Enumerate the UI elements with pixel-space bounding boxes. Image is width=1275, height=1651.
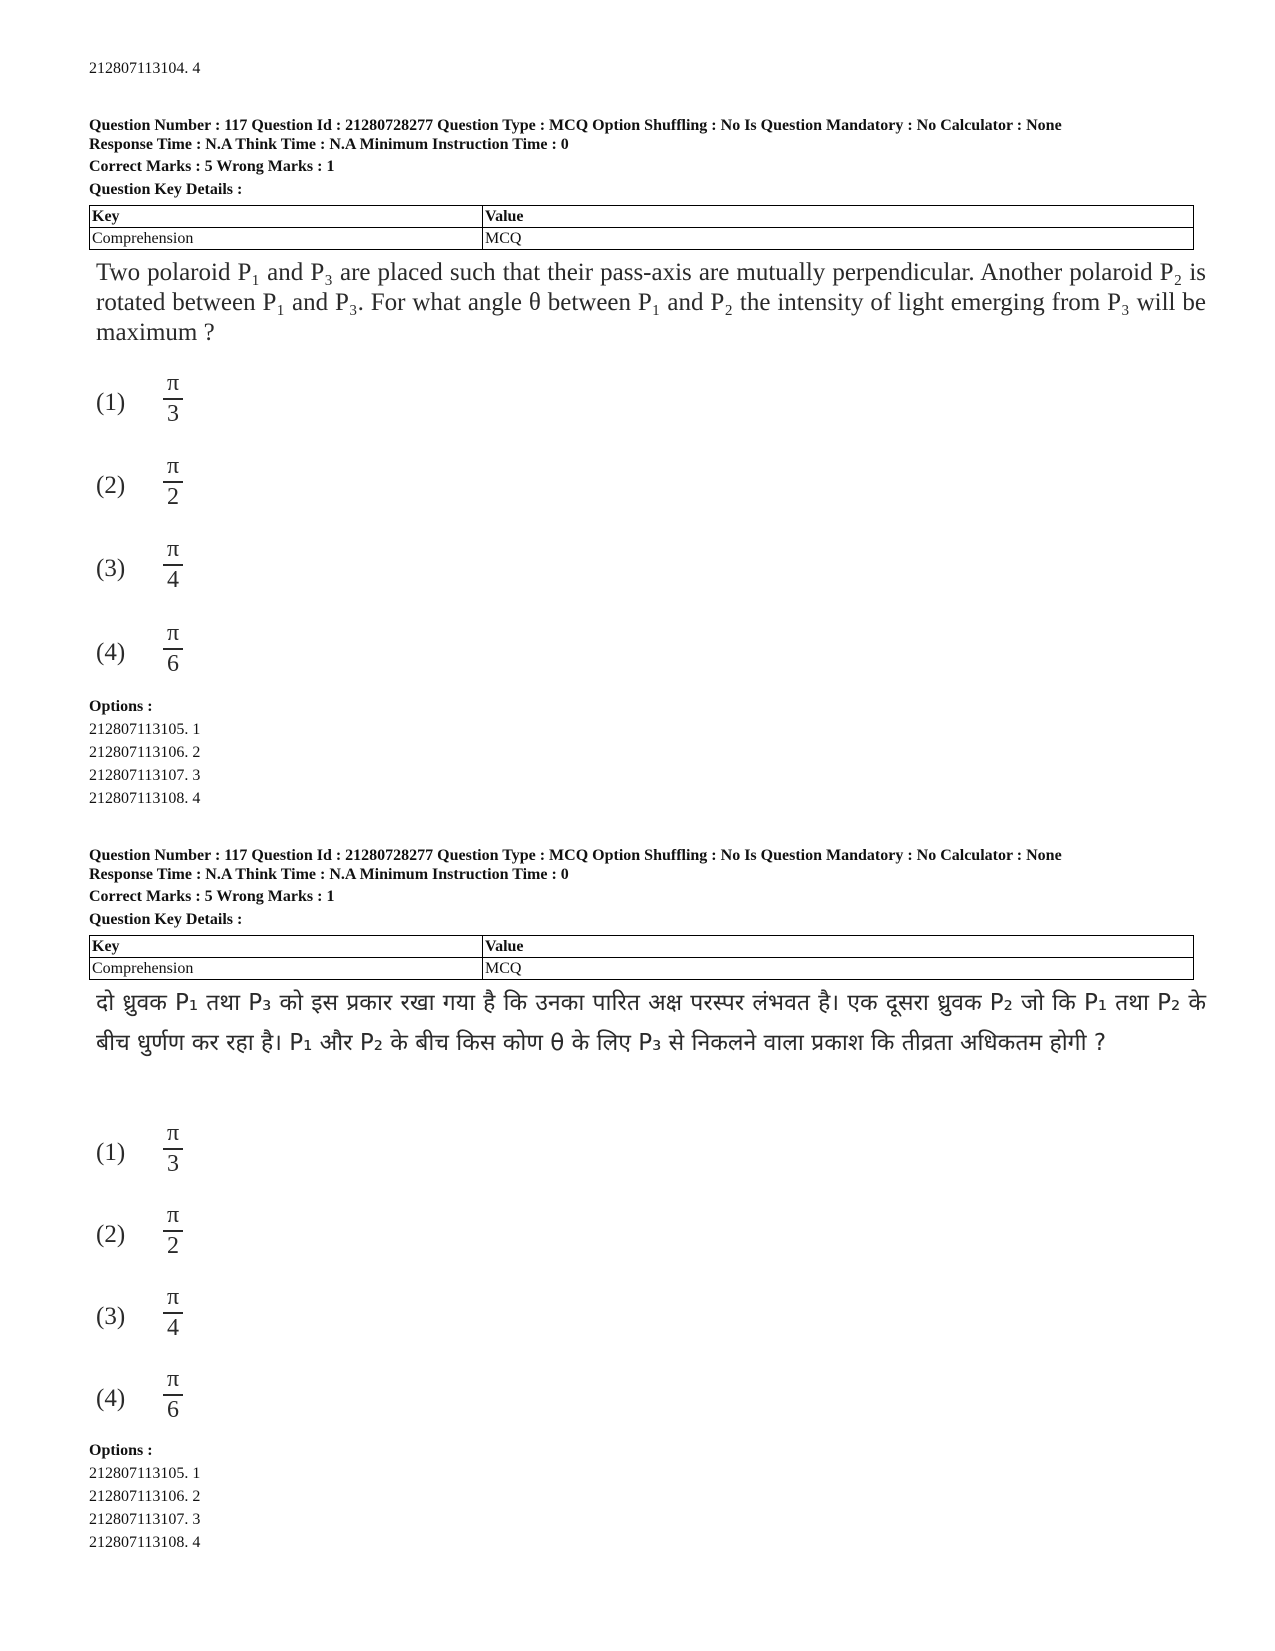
question-meta-line-2: Response Time : N.A Think Time : N.A Minimum Instruction Time : 0 (89, 136, 569, 153)
choice-fraction (161, 1367, 185, 1422)
fraction-bar (163, 1230, 183, 1232)
choice-number: (1) (96, 389, 126, 416)
question-meta-line-2: Response Time : N.A Think Time : N.A Minimum Instruction Time : 0 (89, 866, 569, 883)
question-meta-line-1: Question Number : 117 Question Id : 21280728277 Question Type : MCQ Option Shuffling : No Is Question Mandatory : No Calculator : None (89, 117, 1062, 134)
choice-number: (4) (96, 1385, 126, 1412)
table-header-value: Value (483, 206, 1194, 228)
table-header-key: Key (90, 206, 483, 228)
fraction-denominator: 6 (167, 650, 179, 677)
choice-number: (3) (96, 555, 126, 582)
fraction-bar (163, 398, 183, 400)
fraction-bar (163, 481, 183, 483)
fraction-numerator: π (166, 536, 180, 562)
table-row (90, 228, 1194, 250)
choice-fraction (161, 537, 185, 592)
option-id: 212807113107. 3 (89, 767, 201, 784)
fraction-denominator: 6 (167, 1396, 179, 1423)
fraction-denominator: 3 (167, 400, 179, 427)
choice-number: (3) (96, 1303, 126, 1330)
table-cell-key: Comprehension (90, 958, 483, 980)
table-header-row (90, 936, 1194, 958)
fraction-numerator: π (166, 1284, 180, 1310)
choice-fraction (161, 621, 185, 676)
fraction-denominator: 2 (167, 483, 179, 510)
question-meta (89, 116, 1209, 154)
choice-number: (2) (96, 472, 126, 499)
fraction-denominator: 4 (167, 1314, 179, 1341)
option-id: 212807113107. 3 (89, 1511, 201, 1528)
choice-number: (1) (96, 1139, 126, 1166)
fraction-denominator: 2 (167, 1232, 179, 1259)
fraction-bar (163, 1148, 183, 1150)
choice-number: (2) (96, 1221, 126, 1248)
option-id: 212807113108. 4 (89, 1534, 201, 1551)
choice-fraction (161, 1121, 185, 1176)
fraction-numerator: π (166, 1366, 180, 1392)
choice-fraction (161, 1203, 185, 1258)
table-cell-value: MCQ (483, 958, 1194, 980)
fraction-bar (163, 1312, 183, 1314)
page-reference: 212807113104. 4 (89, 60, 201, 77)
question-text: Two polaroid P₁ and P₃ are placed such that their pass-axis are mutually perpendicular. Another polaroid P₂ is rotated between P₁ and P₃. For what angle θ between P₁ and P₂ the intensity of light emerging from P₃ will be maximum ? (96, 259, 1206, 346)
option-id: 212807113106. 2 (89, 1488, 201, 1505)
choice-fraction (161, 454, 185, 509)
fraction-numerator: π (166, 370, 180, 396)
option-id: 212807113106. 2 (89, 744, 201, 761)
option-id: 212807113105. 1 (89, 1465, 201, 1482)
fraction-numerator: π (166, 1120, 180, 1146)
fraction-numerator: π (166, 620, 180, 646)
table-header-key: Key (90, 936, 483, 958)
table-cell-key: Comprehension (90, 228, 483, 250)
option-id: 212807113108. 4 (89, 790, 201, 807)
fraction-denominator: 3 (167, 1150, 179, 1177)
choice-fraction (161, 371, 185, 426)
options-label: Options : (89, 698, 153, 715)
key-details-label: Question Key Details : (89, 911, 243, 928)
key-details-table (89, 935, 1194, 980)
marks-line: Correct Marks : 5 Wrong Marks : 1 (89, 158, 335, 175)
choice-fraction (161, 1285, 185, 1340)
fraction-bar (163, 564, 183, 566)
fraction-denominator: 4 (167, 566, 179, 593)
fraction-numerator: π (166, 453, 180, 479)
option-id: 212807113105. 1 (89, 721, 201, 738)
fraction-numerator: π (166, 1202, 180, 1228)
table-header-value: Value (483, 936, 1194, 958)
choice-number: (4) (96, 639, 126, 666)
fraction-bar (163, 1394, 183, 1396)
table-header-row (90, 206, 1194, 228)
question-meta-line-1: Question Number : 117 Question Id : 21280728277 Question Type : MCQ Option Shuffling : No Is Question Mandatory : No Calculator : None (89, 847, 1062, 864)
table-row (90, 958, 1194, 980)
marks-line: Correct Marks : 5 Wrong Marks : 1 (89, 888, 335, 905)
fraction-bar (163, 648, 183, 650)
question-meta (89, 846, 1209, 884)
options-label: Options : (89, 1442, 153, 1459)
key-details-table (89, 205, 1194, 250)
key-details-label: Question Key Details : (89, 181, 243, 198)
table-cell-value: MCQ (483, 228, 1194, 250)
question-text-hindi: दो ध्रुवक P₁ तथा P₃ को इस प्रकार रखा गया है कि उनका पारित अक्ष परस्पर लंभवत है। एक दूसरा ध्रुवक P₂ जो कि P₁ तथा P₂ के बीच धुर्णण कर रहा है। P₁ और P₂ के बीच किस कोण θ के लिए P₃ से निकलने वाला प्रकाश कि तीव्रता अधिकतम होगी ? (96, 990, 1206, 1056)
